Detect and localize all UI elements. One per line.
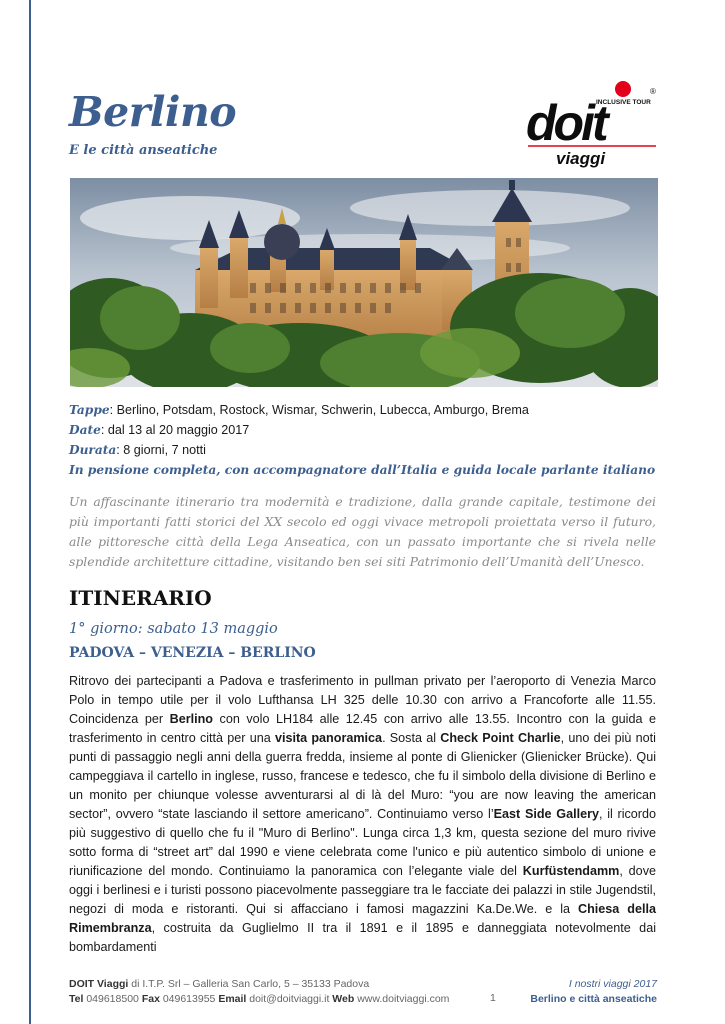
schwerin-castle-photo [70, 178, 658, 387]
doit-viaggi-logo [526, 80, 660, 170]
footer-address-line [69, 977, 449, 992]
footer-fax-label: Fax [141, 993, 160, 1005]
footer-tel-label: Tel [69, 993, 84, 1005]
facts-tappe-line [69, 400, 659, 420]
footer-email-value: doit@doitviaggi.it [246, 993, 333, 1005]
day-1-route: PADOVA – VENEZIA – BERLINO [69, 645, 316, 661]
logo-dot-icon [615, 81, 631, 97]
date-label: Date [69, 423, 101, 437]
day-1-bold-6: Chiesa della Rimembranza [69, 902, 657, 935]
footer-web-value: www.doitviaggi.com [354, 993, 450, 1005]
page-subtitle: E le città anseatiche [69, 143, 218, 158]
footer-email-label: Email [218, 993, 247, 1005]
day-1-text-7: , costruita da Guglielmo II tra il 1891 e il 1895 e danneggiata notevolmente dai bombardamenti [69, 921, 656, 954]
tappe-label: Tappe [69, 403, 110, 417]
durata-value: : 8 giorni, 7 notti [116, 443, 206, 457]
itinerary-heading: ITINERARIO [69, 586, 212, 610]
footer-fax-value: 049613955 [159, 993, 219, 1005]
logo-tag: INCLUSIVE TOUR [596, 99, 651, 106]
footer-company [69, 977, 449, 1007]
tappe-value: : Berlino, Potsdam, Rostock, Wismar, Schwerin, Lubecca, Amburgo, Brema [109, 403, 529, 417]
day-1-text-3: . Sosta al [382, 731, 441, 745]
footer-series [470, 977, 657, 1007]
date-value: : dal 13 al 20 maggio 2017 [100, 423, 250, 437]
day-1-bold-1: Berlino [169, 712, 213, 726]
day-1-bold-2: visita panoramica [274, 731, 383, 745]
day-1-text-2: con volo LH184 alle 12.45 con arrivo alle 13.55. Incontro con la guida e trasferimento in centro città per una [69, 712, 656, 745]
logo-registered: ® [650, 87, 656, 96]
day-1-description [69, 672, 656, 957]
footer-web-label: Web [332, 993, 355, 1005]
day-1-text-6: , dove oggi i berlinesi e i turisti possono piacevolmente passeggiare tra le facciate dei palazzi in stile Jugendstil, negozi di moda e ristoranti. Qui si affacciano i famosi magazzini Ka.De.We. e la [69, 864, 656, 916]
durata-label: Durata [69, 443, 117, 457]
footer-series-name: I nostri viaggi 2017 [568, 978, 657, 990]
day-1-bold-4: East Side Gallery [493, 807, 599, 821]
day-1-text-4: , uno dei più noti punti di passaggio negli anni della guerra fredda, insieme al ponte di Glienicker (Glienicker Brücke). Qui campeggiava il cartello in inglese, russo, francese e tedesco, che fu il simbolo della divisione di Berlino e un monito per chiunque volesse avventurarsi al di là del Muro: “you are now leaving the american sector”, ovvero “state lasciando il settore americano”. Continuiamo verso l’ [69, 731, 656, 821]
day-1-text-5: , il ricordo più suggestivo di quello che fu il "Muro di Berlino". Lunga circa 1,3 km, questa sezione del muro rivive sotto forma di “street art” dal 1990 e viene celebrata come l'unico e più autentico simbolo di unione e riunificazione del mondo. Continuiamo la panoramica con l’elegante viale del [69, 807, 657, 878]
page-left-rule [29, 0, 31, 1024]
day-1-bold-3: Check Point Charlie [440, 731, 561, 745]
trip-facts [69, 400, 659, 480]
footer-company-name: DOIT Viaggi [69, 978, 129, 990]
facts-highlight: In pensione completa, con accompagnatore dall’Italia e guida locale parlante italiano [69, 463, 656, 477]
logo-word: doit [526, 95, 606, 151]
day-1-title: 1° giorno: sabato 13 maggio [69, 621, 278, 637]
page-title: Berlino [69, 88, 237, 136]
day-1-bold-5: Kurfüstendamm [522, 864, 620, 878]
intro-paragraph: Un affascinante itinerario tra modernità e tradizione, dalla grande capitale, testimone dei più importanti fatti storici del XX secolo ed oggi vivace metropoli proiettata verso il futuro, alle pittoresche città della Lega Anseatica, con un passato importante che si rivela nelle splendide architetture cittadine, visitando ben sei siti Patrimonio dell’Umanità dell’Unesco. [69, 494, 656, 569]
footer-tel-value: 049618500 [83, 993, 142, 1005]
footer-contacts-line [69, 992, 449, 1007]
facts-date-line [69, 420, 659, 440]
page-number: 1 [490, 992, 496, 1004]
facts-durata-line [69, 440, 659, 460]
footer-doc-title: Berlino e città anseatiche [530, 993, 657, 1005]
logo-sub: viaggi [556, 149, 606, 168]
footer-company-address: di I.T.P. Srl – Galleria San Carlo, 5 – 35133 Padova [128, 978, 370, 990]
day-1-text-1: Ritrovo dei partecipanti a Padova e trasferimento in pullman privato per l’aeroporto di Venezia Marco Polo in tempo utile per il volo Lufthansa LH 325 delle 10.30 con arrivo a Francoforte alle 11.55. Coincidenza per [69, 674, 656, 726]
